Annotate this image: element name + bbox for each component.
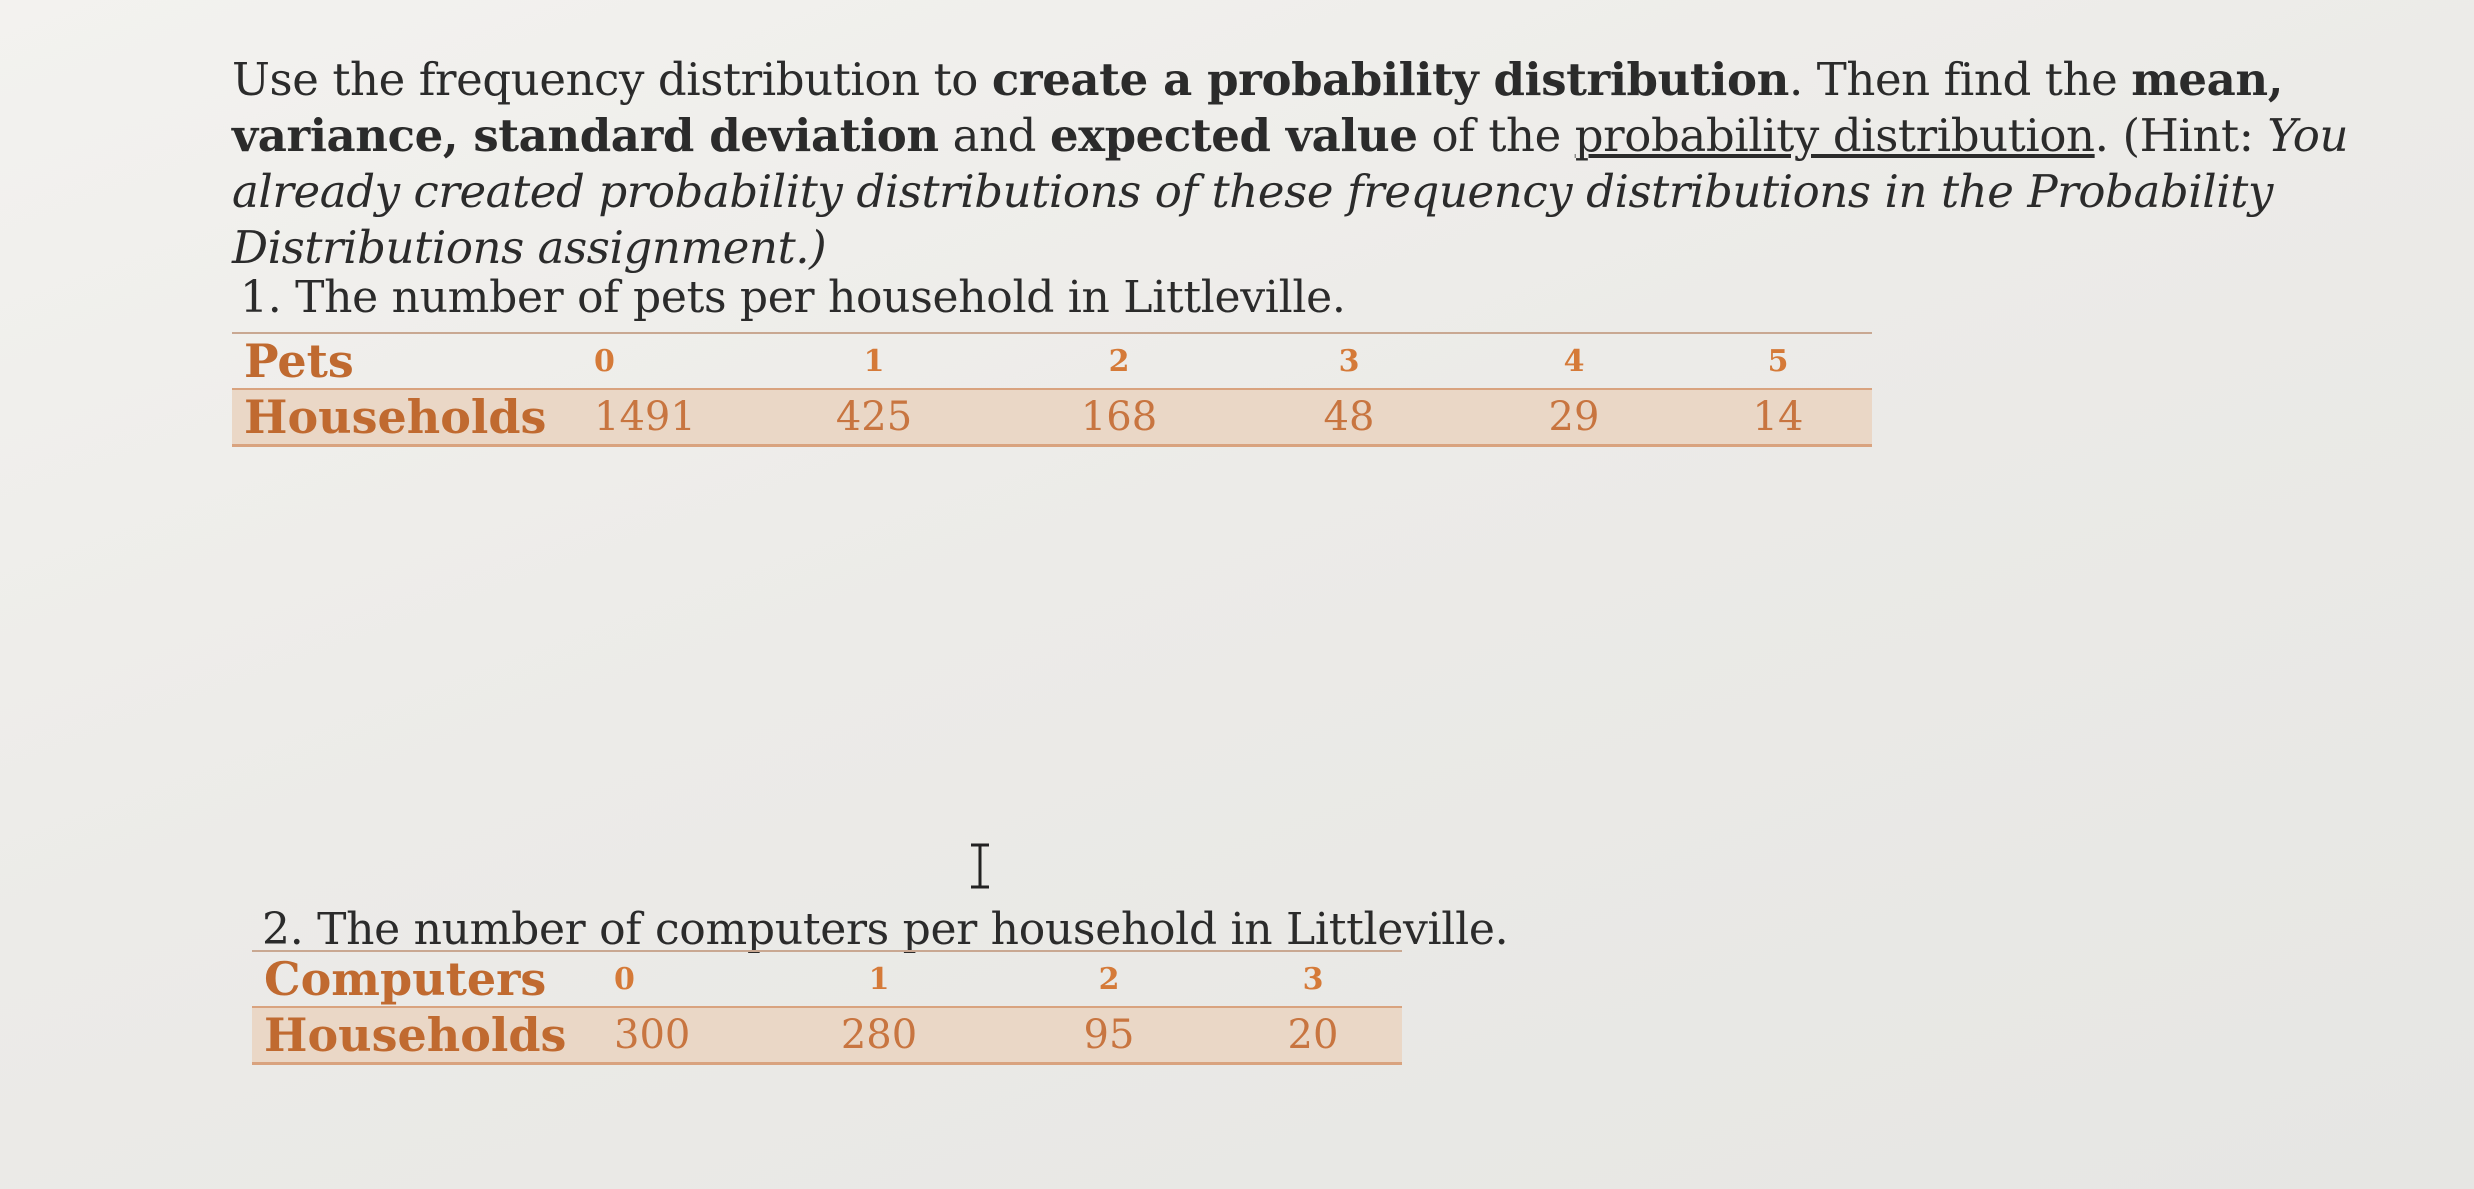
pets-header-cell: 2 (1108, 343, 1130, 379)
pets-households-cell: 29 (1464, 389, 1684, 446)
pets-header-cell: 4 (1563, 343, 1585, 379)
computers-households-cell: 280 (764, 1007, 994, 1064)
instructions-text-3: and (938, 109, 1050, 162)
instructions-underlined: probability distribution (1574, 109, 2095, 162)
computers-header-cell: 3 (1302, 961, 1324, 997)
question-1-heading: 1. The number of pets per household in Littleville. (240, 272, 1346, 323)
computers-households-row (252, 1007, 1402, 1064)
pets-row-label: Pets (244, 334, 354, 388)
instructions-hint-italic: You already created probability distributions of these frequency distributions in the Probability Distributions assignment.) (232, 109, 2349, 274)
text-cursor-icon (965, 842, 995, 890)
pets-households-cell: 425 (744, 389, 1004, 446)
pets-header-cell: 5 (1767, 343, 1789, 379)
question-2-heading: 2. The number of computers per household in Littleville. (262, 904, 1509, 955)
computers-header-cell: 1 (868, 961, 890, 997)
computers-frequency-table (252, 950, 1402, 1065)
instructions-text-4: of the (1417, 109, 1575, 162)
pets-households-label: Households (232, 389, 574, 446)
computers-header-cell: 2 (1098, 961, 1120, 997)
computers-header-cell: 0 (614, 961, 635, 997)
pets-households-cell: 48 (1234, 389, 1464, 446)
instructions-text-5: . (Hint: (2094, 109, 2268, 162)
pets-households-cell: 1491 (574, 389, 744, 446)
pets-header-cell: 0 (594, 343, 615, 379)
pets-households-cell: 14 (1684, 389, 1872, 446)
computers-households-cell: 95 (994, 1007, 1224, 1064)
pets-header-cell: 3 (1338, 343, 1360, 379)
computers-header-row (252, 951, 1402, 1007)
instructions-paragraph (232, 52, 2432, 276)
pets-header-cell: 1 (863, 343, 885, 379)
computers-households-label: Households (252, 1007, 594, 1064)
instructions-bold-stats: mean, variance, standard deviation (232, 53, 2283, 162)
pets-frequency-table (232, 332, 1872, 447)
instructions-text-2: . Then find the (1788, 53, 2132, 106)
computers-households-cell: 20 (1224, 1007, 1402, 1064)
computers-households-cell: 300 (594, 1007, 764, 1064)
computers-row-label: Computers (264, 952, 547, 1006)
pets-households-row (232, 389, 1872, 446)
pets-header-row (232, 333, 1872, 389)
pets-households-cell: 168 (1004, 389, 1234, 446)
instructions-bold-expected: expected value (1049, 109, 1418, 162)
instructions-bold-create: create a probability distribution (991, 53, 1789, 106)
instructions-text-1: Use the frequency distribution to (232, 53, 992, 106)
